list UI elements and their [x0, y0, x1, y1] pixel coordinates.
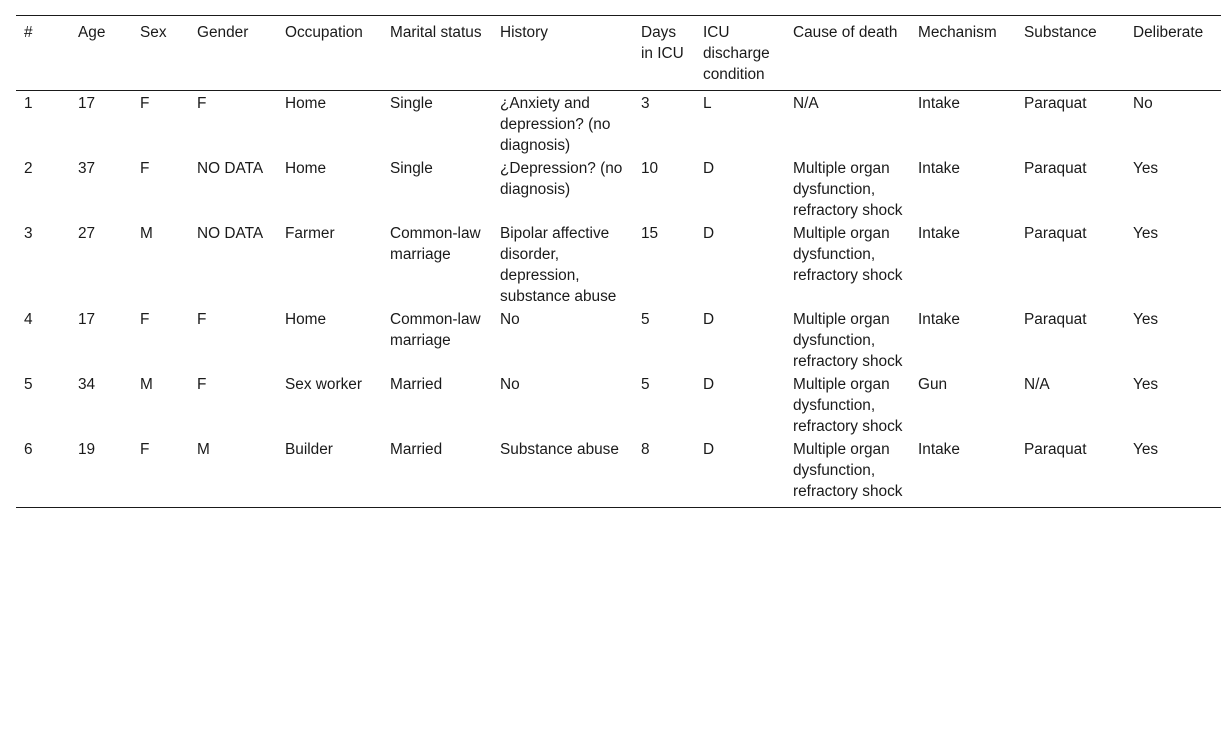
col-header-sex: Sex — [132, 16, 189, 91]
cell-mechanism: Intake — [918, 225, 960, 242]
cell-deliberate: Yes — [1133, 311, 1159, 328]
table-row — [16, 437, 1221, 508]
header-row — [16, 16, 1221, 91]
cell-days-in-icu: 15 — [641, 225, 659, 242]
cell-number: 4 — [24, 311, 33, 328]
cell-mechanism: Gun — [918, 376, 948, 393]
cell-marital-status: Common-law marriage — [390, 225, 481, 263]
cell-icu-discharge: D — [703, 160, 715, 177]
table-row — [16, 221, 1221, 307]
cell-age: 37 — [78, 160, 96, 177]
col-header-mechanism: Mechanism — [910, 16, 1016, 91]
cell-cause-of-death: Multiple organ dysfunction, refractory shock — [785, 437, 910, 508]
cell-days-in-icu: 3 — [641, 95, 650, 112]
cell-history: Bipolar affective disorder, depression, substance abuse — [500, 225, 617, 305]
cell-gender: F — [197, 311, 207, 328]
cell-substance: Paraquat — [1024, 160, 1087, 177]
patient-table — [16, 15, 1221, 508]
cell-age: 27 — [78, 225, 96, 242]
col-header-deliberate: Deliberate — [1125, 16, 1221, 91]
cell-gender: F — [197, 376, 207, 393]
cell-deliberate: Yes — [1133, 225, 1159, 242]
cell-mechanism: Intake — [918, 311, 960, 328]
col-header-occupation: Occupation — [277, 16, 382, 91]
cell-deliberate: Yes — [1125, 437, 1221, 508]
table-container — [16, 15, 1221, 508]
cell-sex: F — [132, 437, 189, 508]
cell-marital-status: Married — [382, 437, 492, 508]
cell-marital-status: Common-law marriage — [390, 311, 481, 349]
cell-history: Substance abuse — [492, 437, 633, 508]
cell-cause-of-death: N/A — [793, 95, 819, 112]
cell-gender: F — [197, 95, 207, 112]
cell-gender: NO DATA — [197, 225, 264, 242]
col-header-marital-status: Marital status — [382, 16, 492, 91]
cell-number: 2 — [24, 160, 33, 177]
cell-icu-discharge: D — [703, 311, 715, 328]
cell-deliberate: Yes — [1133, 160, 1159, 177]
cell-cause-of-death: Multiple organ dysfunction, refractory shock — [793, 376, 903, 435]
cell-marital-status: Single — [390, 160, 433, 177]
cell-history: ¿Depression? (no diagnosis) — [500, 160, 623, 198]
cell-substance: Paraquat — [1024, 95, 1087, 112]
cell-number: 5 — [24, 376, 33, 393]
cell-number: 3 — [24, 225, 33, 242]
cell-sex: F — [140, 311, 150, 328]
table-row — [16, 307, 1221, 372]
cell-number: 1 — [24, 95, 33, 112]
cell-sex: F — [140, 95, 150, 112]
cell-occupation: Sex worker — [285, 376, 362, 393]
table-row — [16, 156, 1221, 221]
cell-mechanism: Intake — [910, 437, 1016, 508]
cell-cause-of-death: Multiple organ dysfunction, refractory shock — [793, 160, 903, 219]
cell-occupation: Home — [285, 95, 327, 112]
cell-mechanism: Intake — [918, 160, 960, 177]
cell-sex: F — [140, 160, 150, 177]
cell-number: 6 — [16, 437, 70, 508]
cell-sex: M — [140, 376, 153, 393]
cell-days-in-icu: 5 — [641, 376, 650, 393]
cell-history: ¿Anxiety and depression? (no diagnosis) — [500, 95, 611, 154]
table-row — [16, 372, 1221, 437]
col-header-number: # — [16, 16, 70, 91]
cell-age: 17 — [78, 95, 96, 112]
cell-marital-status: Married — [390, 376, 443, 393]
cell-substance: Paraquat — [1024, 225, 1087, 242]
cell-substance: Paraquat — [1016, 437, 1125, 508]
cell-gender: NO DATA — [197, 160, 264, 177]
col-header-gender: Gender — [189, 16, 277, 91]
col-header-age: Age — [70, 16, 132, 91]
cell-marital-status: Single — [390, 95, 433, 112]
cell-age: 34 — [78, 376, 96, 393]
cell-history: No — [500, 311, 520, 328]
cell-icu-discharge: L — [703, 95, 712, 112]
cell-age: 17 — [78, 311, 96, 328]
cell-occupation: Home — [285, 311, 327, 328]
cell-gender: M — [189, 437, 277, 508]
cell-icu-discharge: D — [695, 437, 785, 508]
col-header-icu-discharge: ICU discharge condition — [695, 16, 785, 91]
col-header-days-in-icu: Days in ICU — [633, 16, 695, 91]
cell-deliberate: Yes — [1133, 376, 1159, 393]
col-header-history: History — [492, 16, 633, 91]
cell-substance: N/A — [1024, 376, 1050, 393]
cell-substance: Paraquat — [1024, 311, 1087, 328]
cell-cause-of-death: Multiple organ dysfunction, refractory shock — [793, 311, 903, 370]
cell-icu-discharge: D — [703, 376, 715, 393]
cell-deliberate: No — [1133, 95, 1153, 112]
col-header-substance: Substance — [1016, 16, 1125, 91]
cell-occupation: Home — [285, 160, 327, 177]
cell-history: No — [500, 376, 520, 393]
cell-age: 19 — [70, 437, 132, 508]
cell-days-in-icu: 8 — [633, 437, 695, 508]
cell-occupation: Farmer — [285, 225, 335, 242]
cell-occupation: Builder — [277, 437, 382, 508]
col-header-cause-of-death: Cause of death — [785, 16, 910, 91]
cell-sex: M — [140, 225, 153, 242]
cell-icu-discharge: D — [703, 225, 715, 242]
cell-days-in-icu: 10 — [641, 160, 659, 177]
cell-mechanism: Intake — [918, 95, 960, 112]
cell-days-in-icu: 5 — [641, 311, 650, 328]
cell-cause-of-death: Multiple organ dysfunction, refractory shock — [793, 225, 903, 284]
table-row — [16, 91, 1221, 157]
